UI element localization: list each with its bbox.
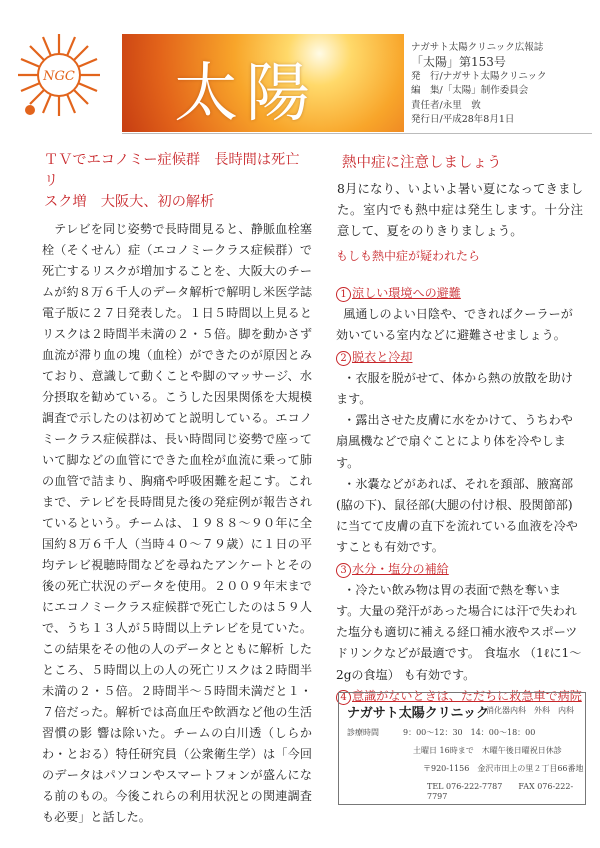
clinic-phone: TEL 076-222-7787 FAX 076-222-7797 (427, 782, 574, 801)
section-heading-text: 意識がないときは、ただちに救急車で病院 (352, 688, 582, 703)
clinic-logo (14, 30, 104, 120)
masthead-editor: 編 集/「太陽」制作委員会 (411, 85, 529, 97)
section-heading (336, 347, 584, 368)
section-number: 4 (336, 690, 351, 705)
masthead-publisher: 発 行/ナガサト太陽クリニック (411, 70, 547, 82)
clinic-saturday-note: 土曜日 16時まで 木曜午後日曜祝日休診 (413, 746, 562, 755)
section-text: ・衣服を脱がせて、体から熱の放散を助けます。 (336, 370, 573, 407)
section-heading (336, 559, 584, 580)
masthead-issue: 「太陽」第153号 (411, 55, 506, 70)
section-heading-text: 水分・塩分の補給 (352, 561, 449, 576)
clinic-name: ナガサト太陽クリニック (347, 706, 489, 721)
section-number: 2 (336, 351, 351, 366)
masthead (411, 41, 596, 127)
heatstroke-intro: 8月になり、いよいよ暑い夏になってきました。室内でも熱中症は発生します。十分注意して、夏をのりきりましょう。 (337, 181, 583, 238)
section-text: ・露出させた皮膚に水をかけて、うちわや扇風機などで扇ぐことにより体を冷やします。 (336, 413, 573, 470)
heatstroke-title: 熱中症に注意しましょう (342, 155, 502, 171)
clinic-hours-label: 診療時間 (347, 728, 379, 737)
title-banner (122, 34, 404, 132)
first-aid-section (336, 283, 584, 347)
clinic-info-box (338, 692, 586, 805)
heatstroke-subtitle: もしも熱中症が疑われたら (336, 249, 481, 263)
section-number: 3 (336, 563, 351, 578)
article-title (44, 150, 312, 213)
newsletter-title: 太陽 (174, 57, 318, 131)
section-text: ・氷嚢などがあれば、それを頚部、腋窩部(脇の下)、鼠径部(大腿の付け根、股関節部)に当てて皮膚の直下を流れている血液を冷やすことも有効です。 (336, 476, 578, 555)
section-number: 1 (336, 287, 351, 302)
header-divider (122, 133, 592, 134)
article-paragraph: テレビを同じ姿勢で長時間見ると、静脈血栓塞栓（そくせん）症（エコノミークラス症候群）で死亡するリスクが増加することを、大阪大のチームが約８万６千人のデータ解析で解明し米医学誌電子版に２７日発表した。１日５時間以上見るとリスクは２時間半未満の２・５倍。脚を動かさず血流が滞り血の塊（血栓）ができたのが原因とみており、意識して動くことや脚のマッサージ、水分摂取を勧めている。こうした因果関係を大規模調査で示したのは初めてと説明している。エコノミークラス症候群は、長い時間同じ姿勢で座っていて脚などの血管にできた血栓が血流に乗って肺の血管で詰まり、胸痛や呼吸困難を起こす。これまで、テレビを長時間見た後の発症例が報告されているという。チームは、１９８８〜９０年に全国約８万６千人（当時４０〜７９歳）に１日の平均テレビ視聴時間などを尋ねたアンケートとその後の死亡状況のデータを使用。２００９年末までにエコノミークラス症候群で死亡したのは５９人で、うち１３人が５時間以上テレビを見ていた。この結果をその他の人のデータとともに解析 したところ、５時間以上の人の死亡リスクは２時間半未満の２・５倍。２時間半〜５時間未満だと１・７倍だった。解析では高血圧や飲酒など他の生活習慣の影 響は除いた。チームの白川透（しらかわ・とおる）特任研究員（公衆衛生学）は「今回のデータはパソコンやスマートフォンが盛んになる前のもの。今後これらの利用状況との関連調査も必要」と話した。 (42, 222, 312, 824)
clinic-departments: 消化器内科 外科 内科 (486, 706, 574, 715)
section-heading-text: 脱衣と冷却 (352, 349, 413, 364)
first-aid-section (336, 347, 584, 559)
section-heading-text: 涼しい環境への避難 (352, 286, 461, 300)
article-title-line1: ＴＶでエコノミー症候群 長時間は死亡リ (44, 152, 300, 189)
article-body (42, 219, 312, 828)
masthead-responsible: 責任者/永里 敦 (411, 99, 481, 111)
article-title-line2: スク増 大阪大、初の解析 (44, 194, 215, 210)
clinic-address: 〒920-1156 金沢市田上の里２丁目66番地 (423, 764, 584, 773)
section-text: 風通しのよい日陰や、できればクーラーが効いている室内などに避難させましょう。 (336, 307, 573, 343)
masthead-clinic: ナガサト太陽クリニック広報誌 (411, 42, 544, 53)
section-heading (336, 283, 584, 304)
logo-text: NGC (43, 69, 75, 84)
first-aid-list (336, 283, 584, 707)
clinic-hours: 9：00〜12：30 14：00〜18：00 (403, 728, 536, 737)
masthead-date: 発行日/平成28年8月1日 (411, 114, 515, 126)
section-text: ・冷たい飲み物は胃の表面で熱を奪います。大量の発汗があった場合には汗で失われた塩分も適切に補える経口補水液やスポーツドリンクなどが最適です。 食塩水 （1ℓに1〜2gの食塩） も有効です。 (336, 582, 582, 682)
first-aid-section (336, 559, 584, 686)
